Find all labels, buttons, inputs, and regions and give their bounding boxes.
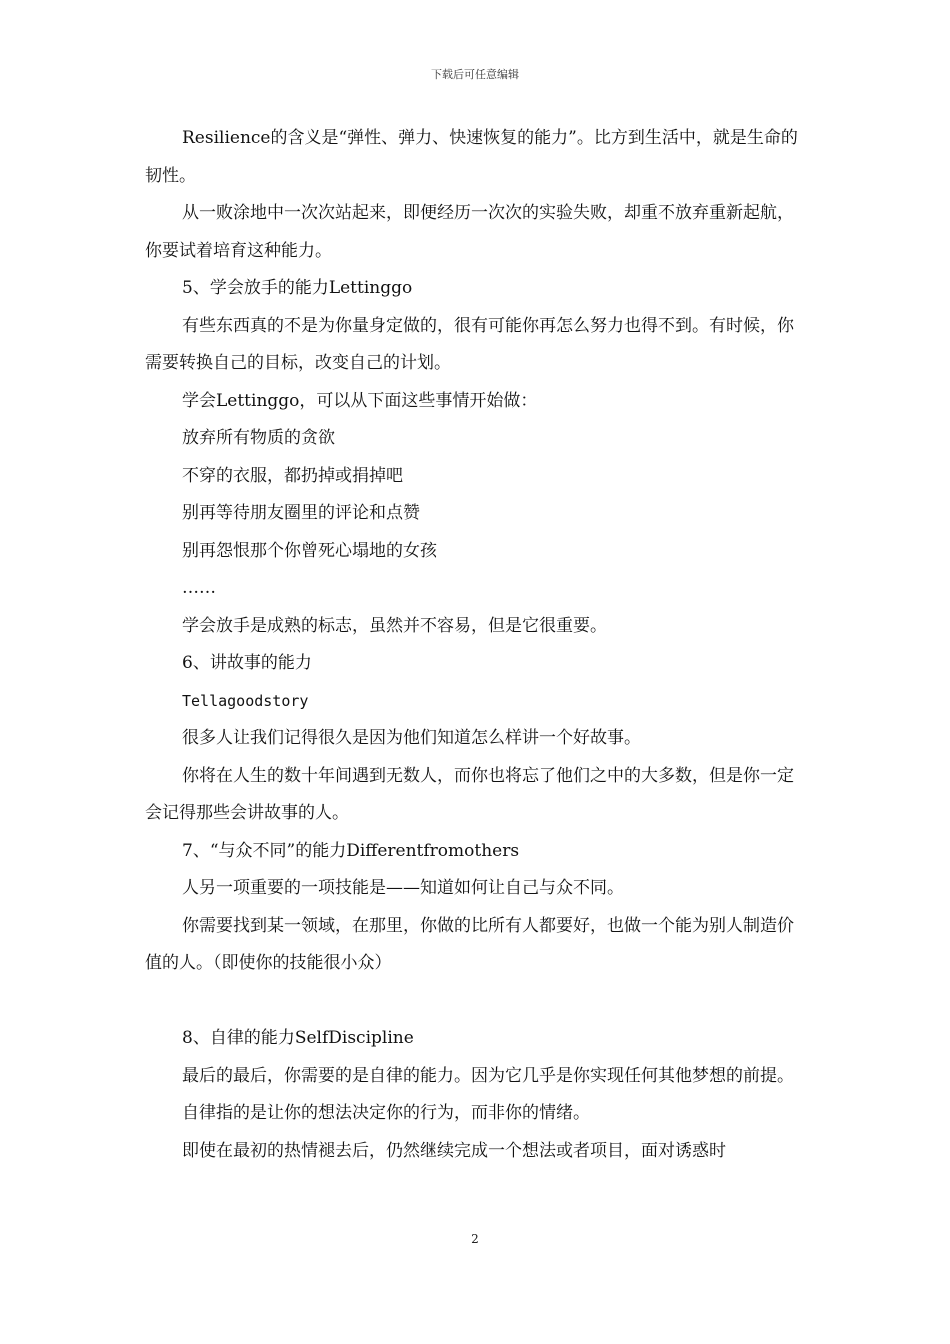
paragraph-resilience-advice: 从一败涂地中一次次站起来，即便经历一次次的实验失败，却重不放弃重新起航，你要试着培育这种能力。: [145, 203, 794, 261]
page-number: 2: [471, 1232, 479, 1246]
paragraph-self-discipline-3: 即使在最初的热情褪去后，仍然继续完成一个想法或者项目，面对诱惑时: [182, 1140, 726, 1161]
list-item: 不穿的衣服，都扔掉或捐掉吧: [182, 465, 403, 486]
paragraph-storytelling-2: 你将在人生的数十年间遇到无数人，而你也将忘了他们之中的大多数，但是你一定会记得那些会讲故事的人。: [145, 765, 794, 823]
section-heading-self-discipline: 8、自律的能力SelfDiscipline: [182, 1028, 414, 1048]
section-subheading-storytelling: Tellagoodstory: [182, 691, 309, 710]
paragraph-storytelling-1: 很多人让我们记得很久是因为他们知道怎么样讲一个好故事。: [182, 728, 641, 748]
section-heading-different: 7、“与众不同”的能力Differentfromothers: [182, 840, 520, 861]
paragraph-self-discipline-2: 自律指的是让你的想法决定你的行为，而非你的情绪。: [182, 1103, 590, 1123]
paragraph-resilience-definition: Resilience的含义是“弹性、弹力、快速恢复的能力”。比方到生活中，就是生命的韧性。: [145, 128, 798, 186]
section-heading-storytelling: 6、讲故事的能力: [182, 653, 312, 673]
list-item: 别再等待朋友圈里的评论和点赞: [182, 503, 420, 523]
document-body: [145, 120, 809, 1170]
paragraph-letting-go-conclusion: 学会放手是成熟的标志，虽然并不容易，但是它很重要。: [182, 615, 607, 636]
section-heading-letting-go: 5、学会放手的能力Lettinggo: [182, 278, 413, 298]
ellipsis-line: ……: [182, 578, 216, 598]
page-header: 下载后可任意编辑: [431, 68, 519, 81]
paragraph-different-1: 人另一项重要的一项技能是——知道如何让自己与众不同。: [182, 878, 624, 898]
paragraph-letting-go-start: 学会Lettinggo，可以从下面这些事情开始做：: [182, 390, 538, 411]
paragraph-letting-go-intro: 有些东西真的不是为你量身定做的，很有可能你再怎么努力也得不到。有时候，你需要转换自己的目标，改变自己的计划。: [145, 315, 794, 373]
list-item: 放弃所有物质的贪欲: [182, 428, 335, 448]
list-item: 别再怨恨那个你曾死心塌地的女孩: [182, 540, 437, 561]
paragraph-different-2: 你需要找到某一领域，在那里，你做的比所有人都要好，也做一个能为别人制造价值的人。（即使你的技能很小众）: [145, 915, 794, 973]
blank-line: [145, 983, 809, 1021]
paragraph-self-discipline-1: 最后的最后，你需要的是自律的能力。因为它几乎是你实现任何其他梦想的前提。: [182, 1065, 794, 1086]
